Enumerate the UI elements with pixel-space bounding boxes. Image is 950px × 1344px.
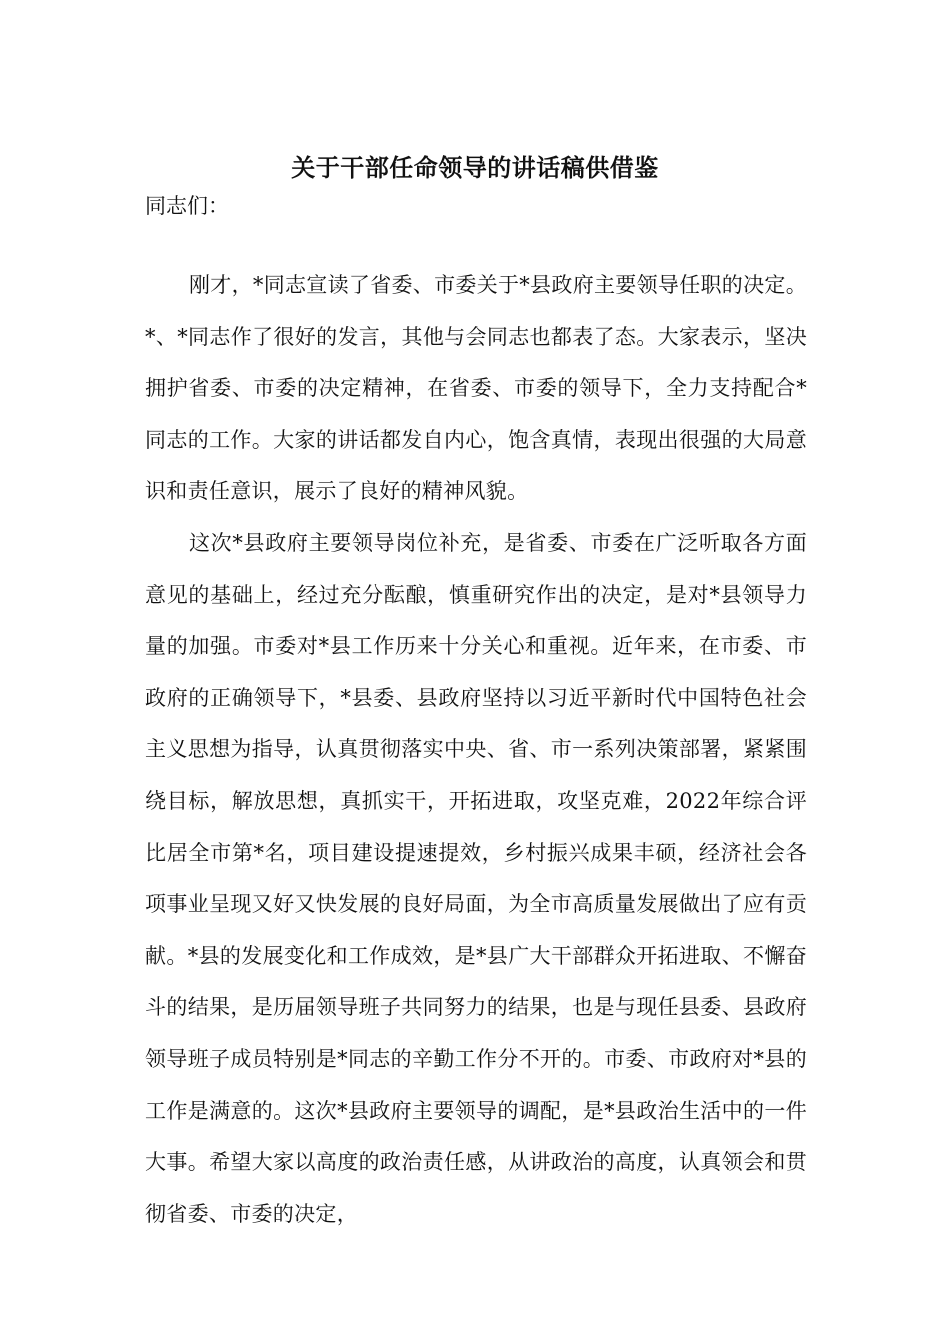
salutation: 同志们：: [145, 194, 229, 218]
document-title: 关于干部任命领导的讲话稿供借鉴: [291, 153, 659, 182]
paragraph-1: 刚才，*同志宣读了省委、市委关于*县政府主要领导任职的决定。*、*同志作了很好的发言，其他与会同志也都表了态。大家表示，坚决拥护省委、市委的决定精神，在省委、市委的领导下，全力支持配合*同志的工作。大家的讲话都发自内心，饱含真情，表现出很强的大局意识和责任意识，展示了良好的精神风貌。: [145, 273, 807, 504]
paragraph-2: 这次*县政府主要领导岗位补充，是省委、市委在广泛听取各方面意见的基础上，经过充分酝酿，慎重研究作出的决定，是对*县领导力量的加强。市委对*县工作历来十分关心和重视。近年来，在市委、市政府的正确领导下，*县委、县政府坚持以习近平新时代中国特色社会主义思想为指导，认真贯彻落实中央、省、市一系列决策部署，紧紧围绕目标，解放思想，真抓实干，开拓进取，攻坚克难，2022年综合评比居全市第*名，项目建设提速提效，乡村振兴成果丰硕，经济社会各项事业呈现又好又快发展的良好局面，为全市高质量发展做出了应有贡献。*县的发展变化和工作成效，是*县广大干部群众开拓进取、不懈奋斗的结果，是历届领导班子共同努力的结果，也是与现任县委、县政府领导班子成员特别是*同志的辛勤工作分不开的。市委、市政府对*县的工作是满意的。这次*县政府主要领导的调配，是*县政治生活中的一件大事。希望大家以高度的政治责任感，从讲政治的高度，认真领会和贯彻省委、市委的决定，: [145, 531, 807, 1226]
